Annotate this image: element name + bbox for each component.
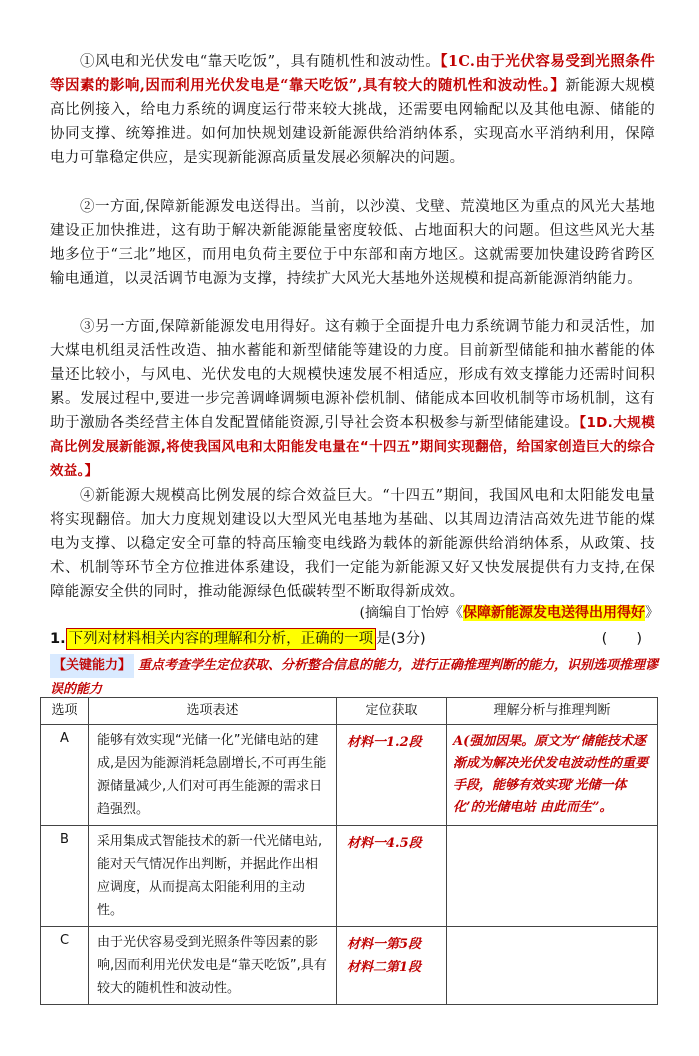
paragraph-1-tail: 新能源大规模高比例接入，给电力系统的调度运行带来较大挑战，还需要电网输配以及其他电源、储能的协同支撑、统筹推进。如何加快规划建设新能源供给消纳体系，实现高水平消纳利用，保障电力可靠稳定供应，是实现新能源高质量发展必须解决的问题。 [50, 78, 655, 166]
passage-paragraph-2: ②一方面,保障新能源发电送得出。当前，以沙漠、戈壁、荒漠地区为重点的风光大基地建设正加快推进，这有助于解决新能源能量密度较低、占地面积大的问题。但这些风光大基地多位于“三北”地区，而用电负荷主要位于中东部和南方地区。这就需要加快建设跨省跨区输电通道，以灵活调节电源为支撑，持续扩大风光大基地外送规模和提高新能源消纳能力。 [50, 199, 655, 287]
option-label: B [41, 826, 89, 927]
passage-paragraph-3 [50, 315, 655, 483]
option-description: 由于光伏容易受到光照条件等因素的影响,因而利用光伏发电是“靠天吃饭”,具有较大的随机性和波动性。 [89, 927, 337, 1005]
source-suffix: 》 [645, 605, 659, 621]
option-location: 材料一第5段 材料二第1段 [337, 927, 447, 1005]
header-option: 选项 [41, 698, 89, 725]
answer-note-1d: 【1D.大规模高比例发展新能源,将使我国风电和太阳能发电量在“十四五”期间实现翻倍，给国家创造巨大的综合效益。】 [50, 415, 656, 479]
question-1 [50, 627, 660, 651]
paragraph-1-lead: ①风电和光伏发电“靠天吃饭”，具有随机性和波动性。 [80, 54, 441, 70]
header-location: 定位获取 [337, 698, 447, 725]
answer-note-1c: 【1C.由于光伏容易受到光照条件等因素的影响,因而利用光伏发电是“靠天吃饭”,具有较大的随机性和波动性。】 [50, 53, 655, 94]
table-row [41, 927, 658, 1005]
question-stem-tail: 是(3分) [376, 631, 426, 647]
table-row [41, 826, 658, 927]
source-title: 保障新能源发电送得出用得好 [463, 605, 645, 621]
header-analysis: 理解分析与推理判断 [447, 698, 658, 725]
passage-paragraph-4: ④新能源大规模高比例发展的综合效益巨大。“十四五”期间，我国风电和太阳能发电量将实现翻倍。加大力度规划建设以大型风光电基地为基础、以其周边清洁高效先进节能的煤电为支撑、以稳定安全可靠的特高压输变电线路为载体的新能源供给消纳体系，从政策、技术、机制等环节全方位推进体系建设，我们一定能为新能源又好又快发展提供有力支持,在保障能源安全供的同时，推动能源绿色低碳转型不断取得新成效。 [50, 488, 655, 600]
table-row [41, 725, 658, 826]
paragraph-3-body: ③另一方面,保障新能源发电用得好。这有赖于全面提升电力系统调节能力和灵活性，加大煤电机组灵活性改造、抽水蓄能和新型储能等建设的力度。目前新型储能和抽水蓄能的体量还比较小，与风电、光伏发电的大规模快速发展不相适应，形成有效支撑能力还需时间积累。发展过程中,要进一步完善调峰调频电源补偿机制、储能成本回收机制等市场机制，这有助于激励各类经营主体自发配置储能资源,引导社会资本积极参与新型储能建设。 [50, 319, 655, 431]
option-analysis: A(强加因果。原文为“储能技术逐渐成为解决光伏发电波动性的重要手段，能够有效实现‘光储一体化’的光储电站 由此而生”。 [447, 725, 658, 826]
source-prefix: (摘编自丁怡婷《 [359, 605, 463, 621]
key-ability-tag: 【关键能力】 [50, 654, 134, 678]
option-label: C [41, 927, 89, 1005]
option-analysis [447, 927, 658, 1005]
passage-paragraph-1 [50, 50, 655, 170]
source-citation [360, 602, 659, 624]
option-description: 能够有效实现“光储一化”光储电站的建成,是因为能源消耗急剧增长,不可再生能源储量减少,人们对可再生能源的需求日趋强烈。 [89, 725, 337, 826]
key-ability-text: 重点考查学生定位获取、分析整合信息的能力，进行正确推理判断的能力，识别选项推理谬误的能力 [50, 658, 659, 697]
option-location: 材料一1.2段 [337, 725, 447, 826]
question-stem-highlight: 下列对材料相关内容的理解和分析，正确的一项 [66, 628, 377, 650]
answer-blank: ( ) [601, 631, 642, 647]
key-ability [50, 654, 660, 702]
option-analysis [447, 826, 658, 927]
header-description: 选项表述 [89, 698, 337, 725]
option-description: 采用集成式智能技术的新一代光储电站,能对天气情况作出判断，并据此作出相应调度，从而提高太阳能利用的主动性。 [89, 826, 337, 927]
option-location: 材料一4.5段 [337, 826, 447, 927]
option-label: A [41, 725, 89, 826]
options-table [40, 697, 658, 1005]
question-number: 1. [50, 631, 66, 647]
table-header-row [41, 698, 658, 725]
